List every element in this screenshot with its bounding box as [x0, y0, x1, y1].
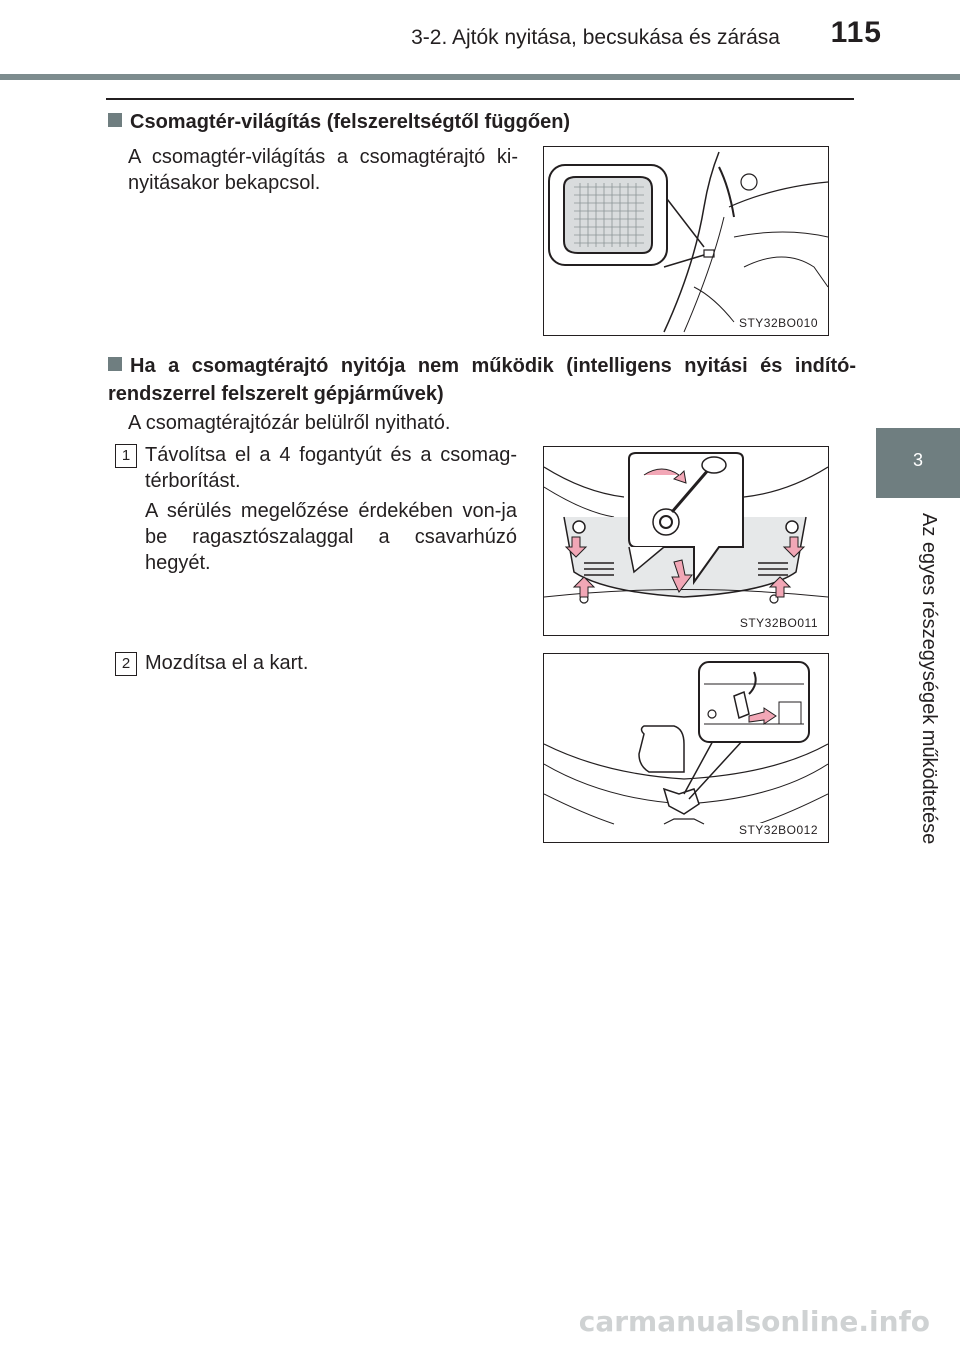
chapter-title-vertical: Az egyes részegységek működtetése: [918, 513, 940, 845]
figure-label: STY32BO010: [738, 316, 818, 330]
section-heading-text: Ha a csomagtérajtó nyitója nem működik (intelligens nyitási és indító-rendszerrel felszerelt gépjárművek): [108, 355, 856, 405]
page-header: [0, 0, 960, 80]
page-number: 115: [830, 16, 882, 49]
bullet-square-icon: [108, 357, 122, 371]
step-1-text: Távolítsa el a 4 fogantyút és a csomag-térborítást.: [145, 444, 517, 492]
trunk-light-description: A csomagtér-világítás a csomagtérajtó ki-nyitásakor bekapcsol.: [128, 146, 518, 194]
section-divider: [106, 98, 854, 100]
figure-remove-cover: [543, 446, 829, 636]
trunk-opener-intro: A csomagtérajtózár belülről nyitható.: [128, 412, 451, 434]
section-heading-trunk-opener: [108, 352, 856, 408]
figure-label: STY32BO011: [739, 616, 818, 630]
chapter-tab: [876, 428, 960, 498]
figure-label: STY32BO012: [738, 823, 818, 837]
figure-move-lever: [543, 653, 829, 843]
figure-trunk-light: [543, 146, 829, 336]
move-lever-illustration: [544, 654, 828, 842]
section-heading-trunk-light: [108, 108, 858, 136]
section-heading-text: Csomagtér-világítás (felszereltségtől függően): [130, 111, 571, 133]
bullet-square-icon: [108, 113, 122, 127]
step-2-text: Mozdítsa el a kart.: [145, 652, 309, 674]
chapter-number: 3: [912, 450, 923, 470]
trunk-light-illustration: [544, 147, 828, 335]
step-number-badge: 2: [115, 652, 137, 676]
remove-cover-illustration: [544, 447, 828, 635]
header-rule: [0, 74, 960, 80]
running-header-title: 3-2. Ajtók nyitása, becsukása és zárása: [411, 26, 780, 49]
watermark: carmanualsonline.info: [578, 1305, 930, 1338]
step-number-badge: 1: [115, 444, 137, 468]
step-1-note: A sérülés megelőzése érdekében von-ja be ragasztószalaggal a csavarhúzó hegyét.: [145, 500, 517, 574]
